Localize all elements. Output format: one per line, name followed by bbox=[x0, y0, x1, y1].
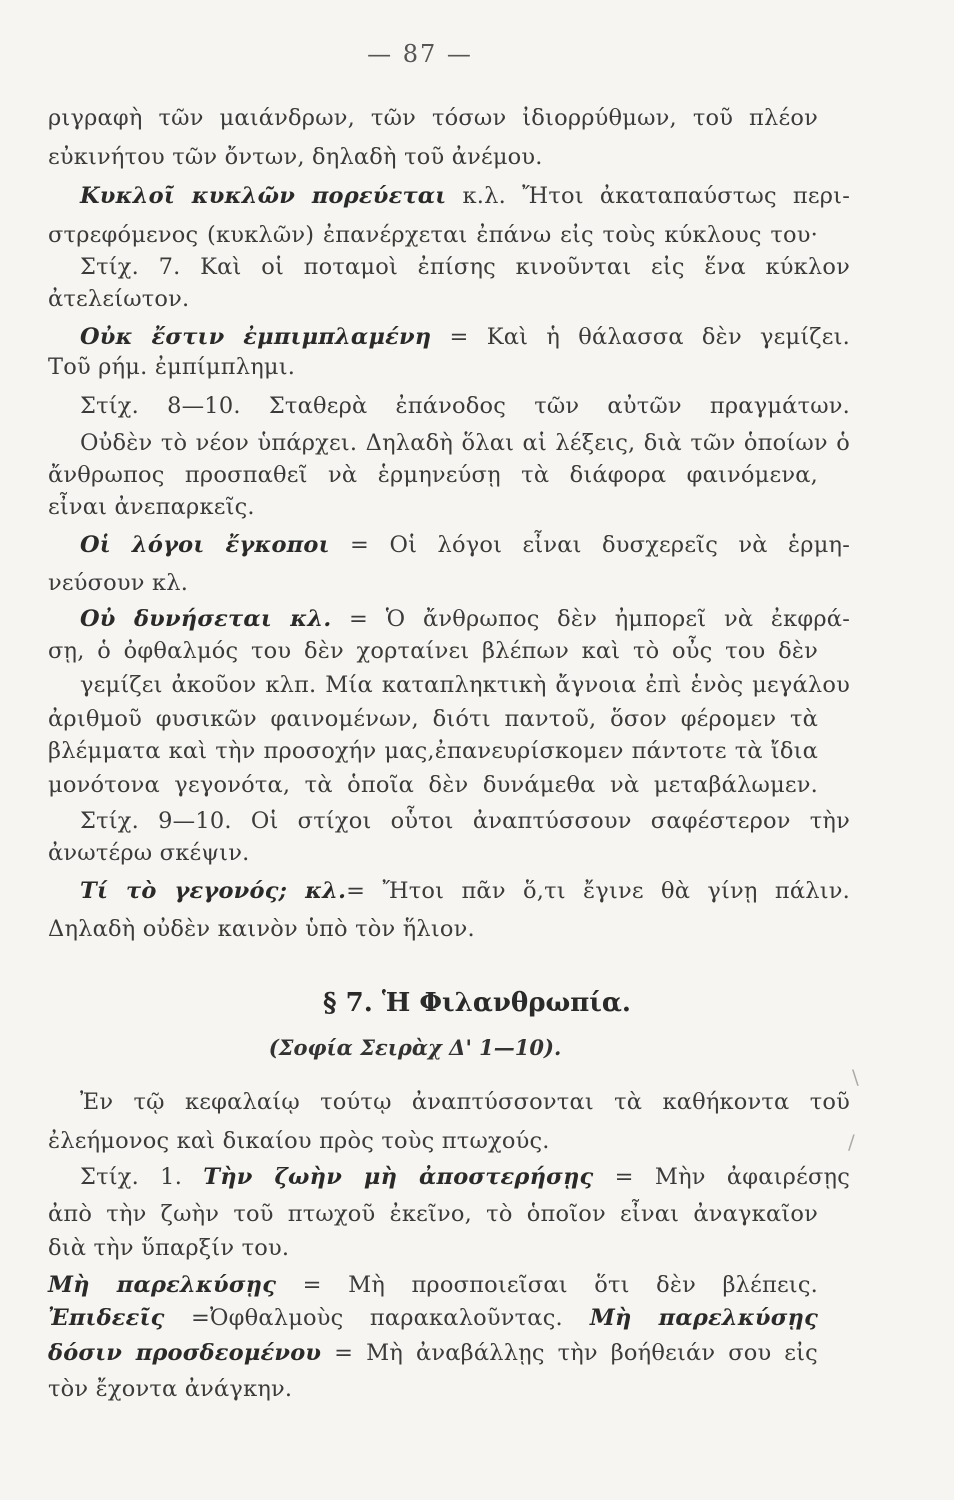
text-line bbox=[48, 636, 818, 666]
text-line bbox=[48, 460, 818, 490]
text-line bbox=[48, 736, 818, 766]
text-line bbox=[48, 568, 818, 598]
line-text: = Μὴ ἀναβάλλῃς τὴν βοήθειάν σου εἰς bbox=[321, 1340, 818, 1366]
line-text: ἀριθμοῦ φυσικῶν φαινομένων, διότι παντοῦ, ὅσον φέρομεν τὰ bbox=[48, 706, 818, 732]
text-line bbox=[80, 391, 850, 421]
line-text: εἶναι ἀνεπαρκεῖς. bbox=[48, 494, 255, 520]
lemma-term: Τὴν ζωὴν μὴ ἀποστερήσῃς bbox=[203, 1164, 594, 1190]
line-text: κ.λ. Ἤτοι ἀκαταπαύστως περι- bbox=[446, 183, 850, 209]
text-line bbox=[48, 1126, 818, 1156]
line-text: Δηλαδὴ οὐδὲν καινὸν ὑπὸ τὸν ἥλιον. bbox=[48, 916, 475, 942]
line-text: Στίχ. 9—10. Οἱ στίχοι οὗτοι ἀναπτύσσουν σαφέστερον τὴν bbox=[80, 808, 850, 834]
lemma-term: δόσιν προσδεομένου bbox=[48, 1340, 322, 1366]
section-heading: § 7. Ἡ Φιλανθρωπία. bbox=[323, 988, 631, 1018]
lemma-term: Μὴ παρελκύσῃς bbox=[48, 1272, 277, 1298]
text-line bbox=[48, 1270, 818, 1300]
text-line bbox=[48, 1199, 818, 1229]
text-line bbox=[48, 220, 818, 250]
text-line bbox=[48, 704, 818, 734]
text-line bbox=[80, 252, 850, 282]
text-line bbox=[80, 670, 850, 700]
lemma-term: Τί τὸ γεγονός; κλ. bbox=[80, 878, 347, 904]
line-text: Οὐδὲν τὸ νέον ὑπάρχει. Δηλαδὴ ὅλαι αἱ λέξεις, διὰ τῶν ὁποίων ὁ bbox=[80, 430, 850, 456]
line-text: ἀνωτέρω σκέψιν. bbox=[48, 840, 250, 866]
lemma-term: Οὐκ ἔστιν ἐμπιμπλαμένη bbox=[80, 324, 432, 350]
line-text: ἀτελείωτον. bbox=[48, 286, 190, 312]
line-text: σῃ, ὁ ὀφθαλμός του δὲν χορταίνει βλέπων καὶ τὸ οὖς του δὲν bbox=[48, 638, 818, 664]
text-line bbox=[48, 770, 818, 800]
line-text: = Ἤτοι πᾶν ὅ,τι ἔγινε θὰ γίνῃ πάλιν. bbox=[346, 878, 850, 904]
lemma-term: Οὐ δυνήσεται κλ. bbox=[80, 606, 332, 632]
line-text: = Μὴν ἀφαιρέσῃς bbox=[593, 1164, 850, 1190]
line-text: Στίχ. 8—10. Σταθερὰ ἐπάνοδος τῶν αὐτῶν πραγμάτων. bbox=[80, 393, 850, 419]
text-line bbox=[48, 1233, 818, 1263]
text-line bbox=[48, 284, 818, 314]
lemma-term: Μὴ παρελκύσῃς bbox=[562, 1305, 818, 1331]
text-line bbox=[48, 103, 818, 133]
text-line bbox=[48, 142, 818, 172]
line-text: βλέμματα καὶ τὴν προσοχήν μας,ἐπανευρίσκομεν πάντοτε τὰ ἴδια bbox=[48, 738, 818, 764]
line-text: ριγραφὴ τῶν μαιάνδρων, τῶν τόσων ἰδιορρύθμων, τοῦ πλέον bbox=[48, 105, 818, 131]
line-text: = Καὶ ἡ θάλασσα δὲν γεμίζει. bbox=[431, 324, 850, 350]
line-text: ἀπὸ τὴν ζωὴν τοῦ πτωχοῦ ἐκεῖνο, τὸ ὁποῖον εἶναι ἀναγκαῖον bbox=[48, 1201, 818, 1227]
text-line bbox=[48, 914, 818, 944]
line-prefix: Στίχ. 1. bbox=[80, 1164, 204, 1190]
text-line bbox=[80, 604, 850, 634]
text-line bbox=[80, 876, 850, 906]
line-text: γεμίζει ἀκοῦον κλπ. Μία καταπληκτικὴ ἄγνοια ἐπὶ ἑνὸς μεγάλου bbox=[80, 672, 850, 698]
text-line bbox=[48, 1374, 818, 1404]
text-line bbox=[80, 530, 850, 560]
section-subheading: (Σοφία Σειρὰχ Δ' 1—10). bbox=[268, 1035, 562, 1060]
line-text: = Μὴ προσποιεῖσαι ὅτι δὲν βλέπεις. bbox=[276, 1272, 818, 1298]
text-line bbox=[80, 806, 850, 836]
line-text: εὐκινήτου τῶν ὄντων, δηλαδὴ τοῦ ἀνέμου. bbox=[48, 144, 543, 170]
lemma-term: Οἱ λόγοι ἔγκοποι bbox=[80, 532, 330, 558]
margin-mark: / bbox=[848, 1130, 855, 1154]
text-line bbox=[48, 1338, 818, 1368]
line-text: = Οἱ λόγοι εἶναι δυσχερεῖς νὰ ἑρμη- bbox=[329, 532, 851, 558]
line-text: τὸν ἔχοντα ἀνάγκην. bbox=[48, 1376, 293, 1402]
text-line bbox=[80, 181, 850, 211]
margin-mark: \ bbox=[852, 1065, 859, 1089]
lemma-term: Ἐπιδεεῖς bbox=[48, 1305, 165, 1331]
line-text: ἐλεήμονος καὶ δικαίου πρὸς τοὺς πτωχούς. bbox=[48, 1128, 550, 1154]
line-text: = Ὁ ἄνθρωπος δὲν ἠμπορεῖ νὰ ἐκφρά- bbox=[331, 606, 850, 632]
text-line bbox=[48, 492, 818, 522]
line-text: Τοῦ ρήμ. ἐμπίμπλημι. bbox=[48, 354, 296, 380]
line-text: διὰ τὴν ὕπαρξίν του. bbox=[48, 1235, 290, 1261]
line-text: Στίχ. 7. Καὶ οἱ ποταμοὶ ἐπίσης κινοῦνται εἰς ἕνα κύκλον bbox=[80, 254, 850, 280]
text-line bbox=[80, 1162, 850, 1192]
text-line bbox=[80, 1087, 850, 1117]
line-text: μονότονα γεγονότα, τὰ ὁποῖα δὲν δυνάμεθα νὰ μεταβάλωμεν. bbox=[48, 772, 818, 798]
line-text: Ἐν τῷ κεφαλαίῳ τούτῳ ἀναπτύσσονται τὰ καθήκοντα τοῦ bbox=[80, 1089, 850, 1115]
text-line bbox=[48, 838, 818, 868]
text-line bbox=[48, 352, 818, 382]
line-text: =Ὀφθαλμοὺς παρακαλοῦντας. bbox=[164, 1305, 563, 1331]
line-text: στρεφόμενος (κυκλῶν) ἐπανέρχεται ἐπάνω εἰς τοὺς κύκλους του· bbox=[48, 222, 818, 248]
page-number: — 87 — bbox=[367, 40, 473, 68]
text-line bbox=[80, 322, 850, 352]
lemma-term: Κυκλοῖ κυκλῶν πορεύεται bbox=[80, 183, 447, 209]
text-line bbox=[80, 428, 850, 458]
text-line bbox=[48, 1303, 818, 1333]
line-text: νεύσουν κλ. bbox=[48, 570, 189, 596]
line-text: ἄνθρωπος προσπαθεῖ νὰ ἑρμηνεύσῃ τὰ διάφορα φαινόμενα, bbox=[48, 462, 818, 488]
